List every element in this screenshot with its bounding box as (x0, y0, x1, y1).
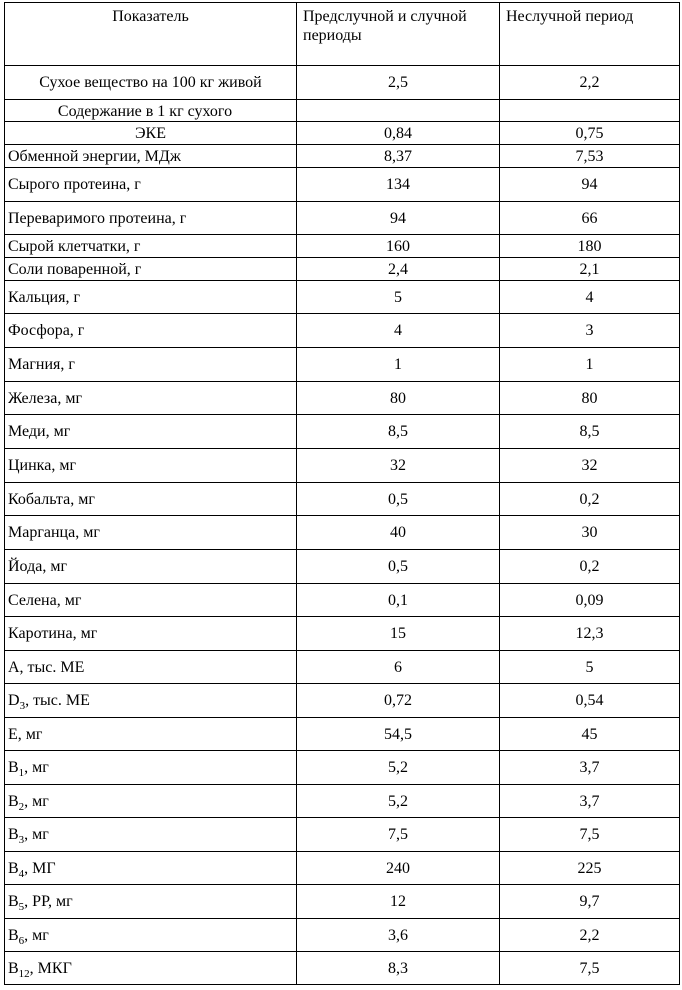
table-row (5, 66, 680, 100)
table-row (5, 617, 680, 651)
row-label-suffix: , МГ (24, 860, 56, 877)
row-label-text: Сухое вещество на 100 кг живой (39, 74, 262, 91)
header-indicator: Показатель (5, 3, 297, 66)
value-breeding-period: 40 (297, 516, 500, 550)
row-label (5, 235, 297, 258)
row-label-subscript: 6 (18, 935, 25, 947)
value-non-breeding-period: 4 (500, 281, 680, 314)
table-row (5, 145, 680, 168)
value-non-breeding-period: 66 (500, 202, 680, 235)
table-row (5, 684, 680, 718)
value-breeding-period: 80 (297, 382, 500, 415)
row-label-text: Сырого протеина, г (8, 176, 141, 193)
value-non-breeding-period: 80 (500, 382, 680, 415)
value-breeding-period: 0,1 (297, 584, 500, 617)
value-non-breeding-period: 0,2 (500, 550, 680, 584)
value-non-breeding-period: 7,5 (500, 952, 680, 985)
value-non-breeding-period: 2,1 (500, 258, 680, 281)
table-row (5, 168, 680, 202)
row-label (5, 584, 297, 617)
row-label-text: В (8, 759, 19, 776)
row-label-text: Соли поваренной, г (8, 261, 142, 278)
table-row (5, 449, 680, 483)
row-label-text: Селена, мг (8, 592, 82, 609)
value-breeding-period: 0,5 (297, 550, 500, 584)
table-row (5, 550, 680, 584)
row-label (5, 885, 297, 919)
row-label-text: Фосфора, г (8, 322, 85, 339)
value-non-breeding-period: 12,3 (500, 617, 680, 651)
value-breeding-period: 8,5 (297, 415, 500, 449)
row-label (5, 550, 297, 584)
value-non-breeding-period: 3,7 (500, 751, 680, 785)
value-non-breeding-period: 8,5 (500, 415, 680, 449)
value-non-breeding-period (500, 100, 680, 122)
row-label-subscript: 3 (18, 834, 25, 846)
value-non-breeding-period: 32 (500, 449, 680, 483)
value-non-breeding-period: 180 (500, 235, 680, 258)
row-label-text: Кобальта, мг (8, 491, 95, 508)
row-label-text: В (8, 826, 19, 843)
row-label (5, 348, 297, 382)
value-non-breeding-period: 225 (500, 852, 680, 885)
value-breeding-period: 134 (297, 168, 500, 202)
table-row (5, 718, 680, 751)
row-label (5, 281, 297, 314)
table-row (5, 952, 680, 985)
row-label-subscript: 4 (18, 868, 25, 880)
value-non-breeding-period: 3 (500, 314, 680, 348)
row-label-text: В (8, 793, 19, 810)
row-label-subscript: 5 (18, 901, 25, 913)
row-label (5, 100, 297, 122)
table-row (5, 818, 680, 852)
value-breeding-period: 4 (297, 314, 500, 348)
row-label (5, 415, 297, 449)
row-label-text: В (8, 960, 19, 977)
row-label-suffix: , мг (24, 826, 49, 843)
value-non-breeding-period: 0,2 (500, 483, 680, 516)
value-breeding-period: 240 (297, 852, 500, 885)
row-label-suffix: , тыс. МЕ (25, 692, 90, 709)
row-label-suffix: , РР, мг (24, 893, 73, 910)
row-label-text: Железа, мг (8, 390, 83, 407)
header-non-breeding-period: Неслучной период (500, 3, 680, 66)
table-row (5, 785, 680, 818)
table-row (5, 651, 680, 684)
value-breeding-period: 3,6 (297, 919, 500, 952)
value-breeding-period: 5,2 (297, 751, 500, 785)
row-label-suffix: , мг (24, 793, 49, 810)
nutrition-norms-table (4, 2, 680, 985)
table-row (5, 202, 680, 235)
row-label-text: Содержание в 1 кг сухого (57, 103, 233, 120)
row-label-suffix: , мг (24, 927, 49, 944)
value-breeding-period: 8,37 (297, 145, 500, 168)
row-label (5, 168, 297, 202)
row-label-text: Обменной энергии, МДж (8, 148, 181, 165)
value-breeding-period: 160 (297, 235, 500, 258)
table-row (5, 885, 680, 919)
table-row (5, 415, 680, 449)
value-breeding-period: 32 (297, 449, 500, 483)
row-label-text: Йода, мг (8, 558, 68, 575)
row-label-text: В (8, 927, 19, 944)
value-breeding-period: 2,5 (297, 66, 500, 100)
row-label-text: А, тыс. МЕ (8, 659, 85, 676)
table-row (5, 281, 680, 314)
row-label (5, 684, 297, 718)
value-non-breeding-period: 0,54 (500, 684, 680, 718)
value-breeding-period: 7,5 (297, 818, 500, 852)
row-label (5, 314, 297, 348)
row-label-text: В (8, 893, 19, 910)
value-non-breeding-period: 2,2 (500, 66, 680, 100)
row-label (5, 483, 297, 516)
row-label-text: В (8, 860, 19, 877)
row-label-text: Меди, мг (8, 423, 71, 440)
value-non-breeding-period: 0,09 (500, 584, 680, 617)
table-row (5, 314, 680, 348)
table-row (5, 235, 680, 258)
table-row (5, 919, 680, 952)
row-label (5, 122, 297, 145)
row-label (5, 952, 297, 985)
row-label (5, 258, 297, 281)
row-label (5, 617, 297, 651)
value-breeding-period: 1 (297, 348, 500, 382)
table-row (5, 122, 680, 145)
value-breeding-period: 6 (297, 651, 500, 684)
value-non-breeding-period: 0,75 (500, 122, 680, 145)
table-row (5, 584, 680, 617)
value-breeding-period: 0,5 (297, 483, 500, 516)
row-label (5, 919, 297, 952)
row-label (5, 202, 297, 235)
row-label-subscript: 2 (18, 801, 25, 813)
row-label-text: Каротина, мг (8, 625, 98, 642)
value-non-breeding-period: 2,2 (500, 919, 680, 952)
table-row (5, 348, 680, 382)
value-non-breeding-period: 45 (500, 718, 680, 751)
value-non-breeding-period: 94 (500, 168, 680, 202)
row-label-subscript: 12 (18, 968, 30, 980)
row-label (5, 785, 297, 818)
row-label-text: D (8, 692, 20, 709)
row-label-text: Кальция, г (8, 289, 81, 306)
value-non-breeding-period: 7,53 (500, 145, 680, 168)
row-label (5, 718, 297, 751)
row-label (5, 145, 297, 168)
row-label-text: Е, мг (8, 726, 43, 743)
value-non-breeding-period: 1 (500, 348, 680, 382)
row-label-subscript: 1 (18, 767, 25, 779)
row-label-text: ЭКЕ (134, 125, 166, 142)
table-row (5, 516, 680, 550)
table-row (5, 100, 680, 122)
value-breeding-period: 94 (297, 202, 500, 235)
value-non-breeding-period: 30 (500, 516, 680, 550)
row-label-text: Цинка, мг (8, 457, 76, 474)
row-label (5, 382, 297, 415)
table-row (5, 382, 680, 415)
value-breeding-period: 54,5 (297, 718, 500, 751)
value-non-breeding-period: 3,7 (500, 785, 680, 818)
row-label (5, 66, 297, 100)
table-row (5, 751, 680, 785)
value-breeding-period: 8,3 (297, 952, 500, 985)
row-label (5, 516, 297, 550)
row-label (5, 852, 297, 885)
value-non-breeding-period: 9,7 (500, 885, 680, 919)
row-label (5, 751, 297, 785)
row-label-text: Переваримого протеина, г (8, 210, 187, 227)
table-header-row (5, 3, 680, 66)
table-row (5, 483, 680, 516)
table-row (5, 852, 680, 885)
value-breeding-period (297, 100, 500, 122)
table-row (5, 258, 680, 281)
value-breeding-period: 12 (297, 885, 500, 919)
value-non-breeding-period: 5 (500, 651, 680, 684)
row-label (5, 449, 297, 483)
value-breeding-period: 2,4 (297, 258, 500, 281)
row-label (5, 818, 297, 852)
value-breeding-period: 0,84 (297, 122, 500, 145)
value-breeding-period: 5 (297, 281, 500, 314)
row-label-suffix: , МКГ (29, 960, 72, 977)
value-breeding-period: 0,72 (297, 684, 500, 718)
row-label-subscript: 3 (19, 700, 26, 712)
row-label-text: Магния, г (8, 356, 75, 373)
row-label-text: Сырой клетчатки, г (8, 238, 141, 255)
header-breeding-period: Предслучной и случной периоды (297, 3, 500, 66)
value-breeding-period: 5,2 (297, 785, 500, 818)
value-breeding-period: 15 (297, 617, 500, 651)
row-label-suffix: , мг (24, 759, 49, 776)
row-label (5, 651, 297, 684)
value-non-breeding-period: 7,5 (500, 818, 680, 852)
row-label-text: Марганца, мг (8, 524, 100, 541)
